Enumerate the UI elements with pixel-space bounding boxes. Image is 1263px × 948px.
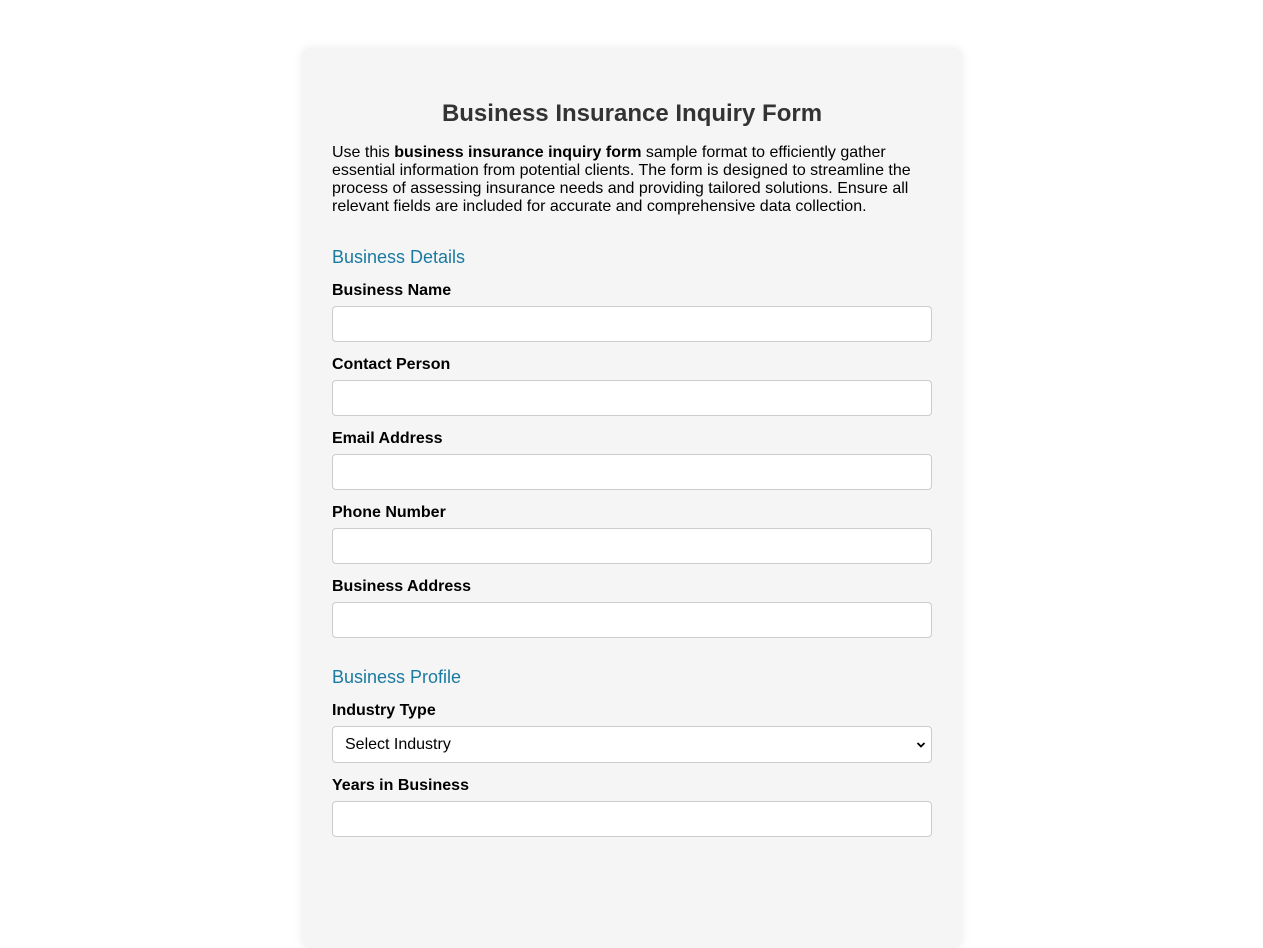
email-address-label: Email Address xyxy=(332,430,443,447)
intro-prefix: Use this xyxy=(332,144,395,161)
industry-type-select[interactable] xyxy=(332,726,932,763)
business-address-input[interactable] xyxy=(332,602,932,638)
business-address-label: Business Address xyxy=(332,578,472,595)
phone-number-input[interactable] xyxy=(332,528,932,564)
email-address-input[interactable] xyxy=(332,454,932,490)
business-name-label: Business Name xyxy=(332,282,452,299)
intro-text xyxy=(332,144,932,216)
intro-suffix: sample format to efficiently gather essential information from potential clients. The form is designed to streamline the process of assessing insurance needs and providing tailored solutions. Ensure all relevant fields are included for accurate and comprehensive data collection. xyxy=(332,144,911,215)
page-title: Business Insurance Inquiry Form xyxy=(441,100,823,127)
section-title-business-profile: Business Profile xyxy=(332,667,462,687)
contact-person-input[interactable] xyxy=(332,380,932,416)
years-in-business-label: Years in Business xyxy=(332,777,469,794)
years-in-business-input[interactable] xyxy=(332,801,932,837)
intro-bold: business insurance inquiry form xyxy=(394,144,642,161)
industry-type-label: Industry Type xyxy=(332,702,436,719)
section-title-business-details: Business Details xyxy=(332,247,466,267)
phone-number-label: Phone Number xyxy=(332,504,446,521)
chevron-down-icon xyxy=(915,739,927,751)
contact-person-label: Contact Person xyxy=(332,356,451,373)
industry-type-selected: Select Industry xyxy=(345,736,451,753)
business-name-input[interactable] xyxy=(332,306,932,342)
form-card xyxy=(302,48,962,948)
